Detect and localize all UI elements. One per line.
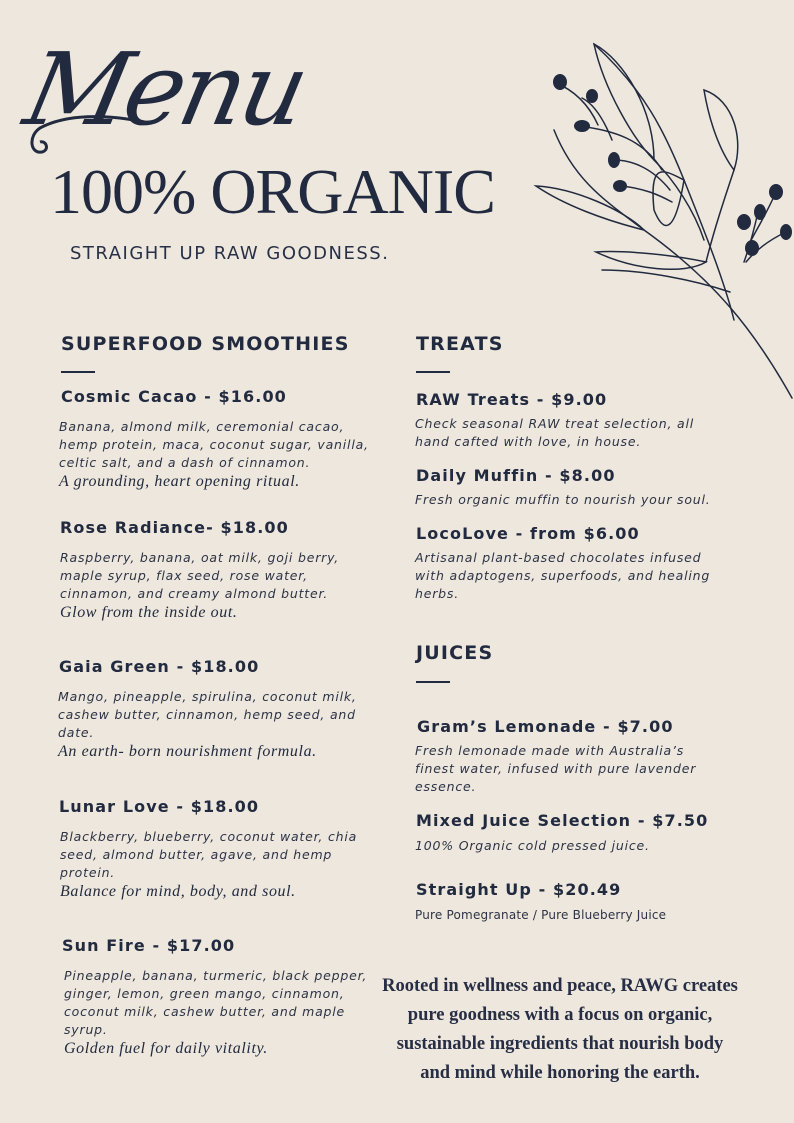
- smoothie-desc: Mango, pineapple, spirulina, coconut milk, cashew butter, cinnamon, hemp seed, and date.: [58, 689, 357, 740]
- smoothie-title: Rose Radiance- $18.00: [60, 518, 289, 537]
- juices-rule: [416, 681, 450, 683]
- smoothie-title: Lunar Love - $18.00: [59, 797, 260, 816]
- treat-title: LocoLove - from $6.00: [416, 524, 640, 543]
- smoothie-quote: Glow from the inside out.: [60, 604, 238, 621]
- menu-script-title: Menu: [15, 31, 315, 148]
- treats-heading: TREATS: [416, 333, 504, 355]
- juice-title: Gram’s Lemonade - $7.00: [417, 717, 674, 736]
- treat-title: Daily Muffin - $8.00: [416, 466, 616, 485]
- juice-desc: Fresh lemonade made with Australia’s finest water, infused with pure lavender essence.: [415, 743, 697, 794]
- botanical-branch-icon: [494, 30, 794, 410]
- smoothie-quote: A grounding, heart opening ritual.: [59, 473, 300, 490]
- smoothies-rule: [61, 371, 95, 373]
- smoothie-title: Cosmic Cacao - $16.00: [61, 387, 287, 406]
- smoothie-desc: Raspberry, banana, oat milk, goji berry, maple syrup, flax seed, rose water, cinnamon, and creamy almond butter.: [60, 550, 340, 601]
- tagline: STRAIGHT UP RAW GOODNESS.: [70, 243, 390, 264]
- smoothie-desc: Banana, almond milk, ceremonial cacao, hemp protein, maca, coconut sugar, vanilla, celtic salt, and a dash of cinnamon.: [59, 419, 369, 470]
- smoothie-quote: An earth- born nourishment formula.: [58, 743, 317, 760]
- smoothie-quote: Balance for mind, body, and soul.: [60, 883, 296, 900]
- smoothie-title: Sun Fire - $17.00: [62, 936, 236, 955]
- smoothie-desc: Blackberry, blueberry, coconut water, chia seed, almond butter, agave, and hemp protein.: [60, 829, 358, 880]
- treat-title: RAW Treats - $9.00: [416, 390, 608, 409]
- treat-desc: Fresh organic muffin to nourish your soul.: [415, 492, 711, 507]
- juices-heading: JUICES: [416, 642, 494, 664]
- juice-title: Straight Up - $20.49: [416, 880, 622, 899]
- treats-rule: [416, 371, 450, 373]
- juice-desc: Pure Pomegranate / Pure Blueberry Juice: [415, 908, 667, 922]
- juice-title: Mixed Juice Selection - $7.50: [416, 811, 709, 830]
- headline: 100% ORGANIC: [50, 156, 495, 227]
- treat-desc: Check seasonal RAW treat selection, all hand cafted with love, in house.: [415, 416, 695, 449]
- juice-desc: 100% Organic cold pressed juice.: [415, 838, 650, 853]
- treat-desc: Artisanal plant-based chocolates infused with adaptogens, superfoods, and healing herbs.: [415, 550, 711, 601]
- smoothie-title: Gaia Green - $18.00: [59, 657, 260, 676]
- footer-statement: Rooted in wellness and peace, RAWG creates pure goodness with a focus on organic, sustainable ingredients that nourish body and mind while honoring the earth.: [382, 976, 738, 1083]
- smoothies-heading: SUPERFOOD SMOOTHIES: [61, 333, 350, 355]
- smoothie-quote: Golden fuel for daily vitality.: [64, 1040, 268, 1057]
- smoothie-desc: Pineapple, banana, turmeric, black pepper, ginger, lemon, green mango, cinnamon, coconut milk, cashew butter, and maple syrup.: [64, 968, 368, 1037]
